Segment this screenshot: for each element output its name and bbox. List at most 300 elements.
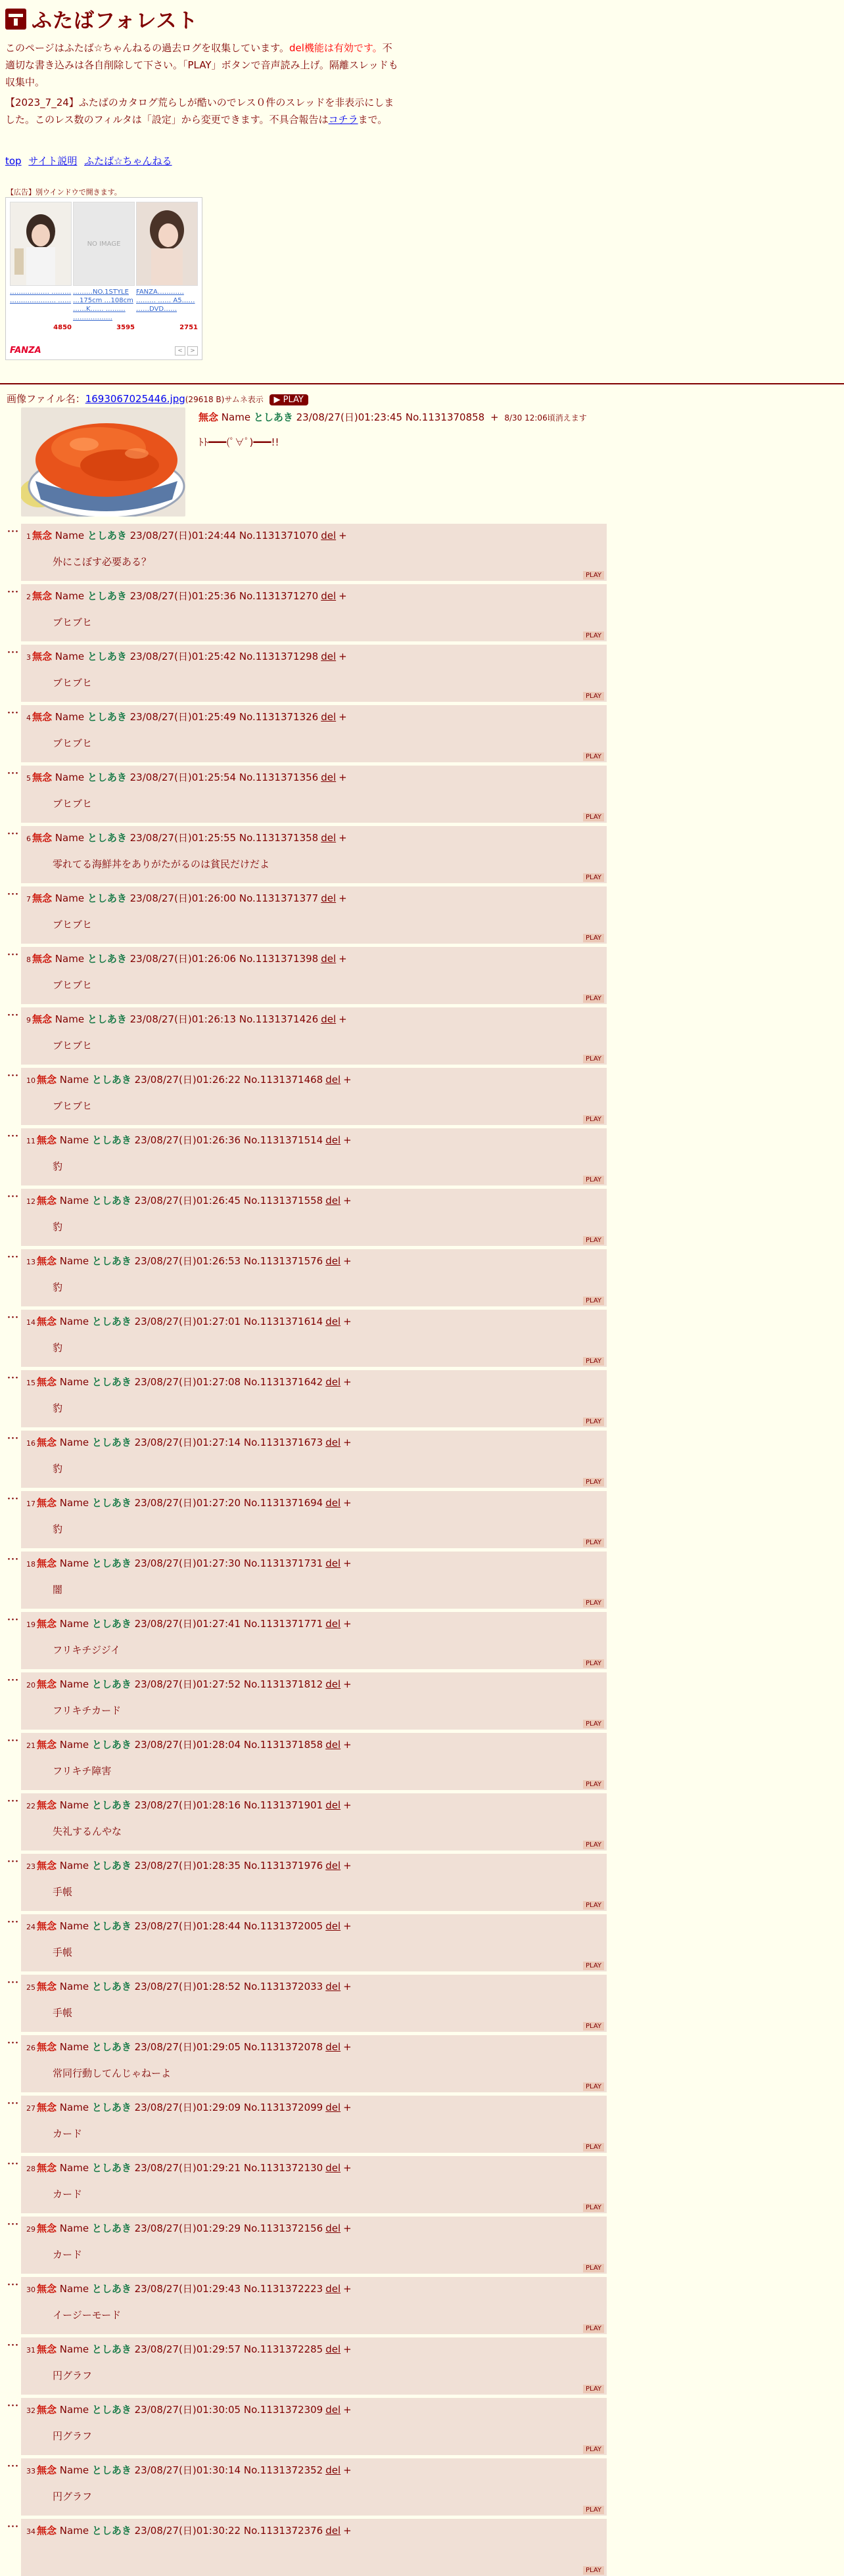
del-link[interactable]: del — [325, 2525, 341, 2537]
response-body: 失礼するんやな — [53, 1826, 122, 1837]
del-link[interactable]: del — [321, 832, 337, 844]
response-datetime: 23/08/27(日)01:27:14 — [134, 1437, 241, 1448]
response-header — [26, 1072, 352, 1086]
response-play-button[interactable]: PLAY — [583, 1780, 604, 1789]
soudane-button[interactable]: + — [343, 1557, 352, 1569]
response-menu-icon[interactable]: ･･･ — [7, 890, 18, 900]
del-link[interactable]: del — [325, 2464, 341, 2476]
response-body: ブヒブヒ — [53, 1100, 93, 1112]
ad-title[interactable]: ………NO.1STYLE …175cm …108cm ……K…… ……… ……………… — [73, 288, 133, 321]
del-link[interactable]: del — [325, 2343, 341, 2355]
soudane-button[interactable]: + — [343, 2162, 352, 2174]
response-name: としあき — [91, 1437, 131, 1448]
soudane-button[interactable]: + — [339, 1013, 347, 1025]
response-name: としあき — [87, 832, 127, 844]
response-datetime: 23/08/27(日)01:28:44 — [134, 1920, 241, 1932]
response-index: 3 — [26, 653, 31, 662]
del-link[interactable]: del — [325, 1860, 341, 1872]
response-number[interactable]: No.1131371377 — [239, 892, 319, 904]
response-number[interactable]: No.1131371673 — [243, 1437, 323, 1448]
response-number[interactable]: No.1131372376 — [243, 2525, 323, 2537]
response-play-button[interactable]: PLAY — [583, 2082, 604, 2091]
response-menu-icon[interactable]: ･･･ — [7, 1615, 18, 1626]
soudane-button[interactable]: + — [343, 2464, 352, 2476]
response-datetime: 23/08/27(日)01:29:09 — [134, 2102, 241, 2113]
op-image[interactable] — [21, 407, 185, 517]
response-card — [21, 1310, 607, 1367]
response-play-button[interactable]: PLAY — [583, 1901, 604, 1910]
response-number[interactable]: No.1131372099 — [243, 2102, 323, 2113]
response-play-button[interactable]: PLAY — [583, 1176, 604, 1184]
response-card — [21, 2398, 607, 2455]
soudane-button[interactable]: + — [343, 1376, 352, 1388]
ad-next-button[interactable]: > — [187, 346, 198, 356]
response-number[interactable]: No.1131371514 — [243, 1134, 323, 1146]
intro-text-1: このページはふたば☆ちゃんねるの過去ログを収集しています。 — [5, 42, 289, 54]
soudane-button[interactable]: + — [339, 953, 347, 965]
response-number[interactable]: No.1131371558 — [243, 1195, 323, 1207]
response-index: 28 — [26, 2165, 35, 2173]
response-number[interactable]: No.1131372033 — [243, 1981, 323, 1992]
response-menu-icon[interactable]: ･･･ — [7, 1373, 18, 1384]
response-menu-icon[interactable]: ･･･ — [7, 2401, 18, 2412]
del-link[interactable]: del — [325, 2222, 341, 2234]
response-card — [21, 1854, 607, 1911]
del-link[interactable]: del — [321, 711, 337, 723]
response-card — [21, 886, 607, 944]
response-card — [21, 1612, 607, 1669]
response-name: としあき — [87, 711, 127, 723]
response-body: フリキチジジイ — [53, 1644, 120, 1656]
soudane-button[interactable]: + — [343, 2283, 352, 2295]
response-play-button[interactable]: PLAY — [583, 994, 604, 1003]
response-card — [21, 1552, 607, 1609]
response-number[interactable]: No.1131372005 — [243, 1920, 323, 1932]
response-menu-icon[interactable]: ･･･ — [7, 950, 18, 961]
response-header — [26, 2100, 352, 2114]
response-menu-icon[interactable]: ･･･ — [7, 2038, 18, 2049]
response-datetime: 23/08/27(日)01:27:08 — [134, 1376, 241, 1388]
del-link[interactable]: del — [325, 1981, 341, 1992]
response-name: としあき — [91, 1618, 131, 1630]
response-subject: 無念 — [32, 530, 53, 541]
site-title[interactable]: ふたばフォレスト — [32, 9, 199, 33]
response-body: カード — [53, 2188, 83, 2200]
ad-title[interactable]: ……………… ……… ………………… …… — [10, 288, 72, 304]
response-name-label: Name — [59, 1376, 89, 1388]
del-link[interactable]: del — [325, 2162, 341, 2174]
del-link[interactable]: del — [325, 2404, 341, 2416]
response-datetime: 23/08/27(日)01:30:14 — [134, 2464, 241, 2476]
soudane-button[interactable]: + — [343, 2525, 352, 2537]
response-menu-icon[interactable]: ･･･ — [7, 587, 18, 598]
response-name-label: Name — [59, 1195, 89, 1207]
response-number[interactable]: No.1131371468 — [243, 1074, 323, 1086]
bug-report-link[interactable]: コチラ — [328, 114, 358, 126]
op-soudane-button[interactable]: + — [490, 411, 499, 423]
del-link[interactable]: del — [325, 1316, 341, 1327]
del-link[interactable]: del — [325, 1255, 341, 1267]
intro-del-note: del機能は有効です。 — [289, 42, 383, 54]
response-play-button[interactable]: PLAY — [583, 1297, 604, 1305]
ad-title[interactable]: FANZA………… ……… …… A5…… ……DVD…… — [136, 288, 195, 313]
response-play-button[interactable]: PLAY — [583, 752, 604, 761]
response-subject: 無念 — [32, 892, 53, 904]
response-index: 18 — [26, 1560, 35, 1569]
response-play-button[interactable]: PLAY — [583, 2143, 604, 2151]
soudane-button[interactable]: + — [343, 2102, 352, 2113]
soudane-button[interactable]: + — [339, 530, 347, 541]
response-play-button[interactable]: PLAY — [583, 1115, 604, 1124]
response-body: 豹 — [53, 1342, 63, 1354]
response-play-button[interactable]: PLAY — [583, 692, 604, 701]
response-play-button[interactable]: PLAY — [583, 2385, 604, 2393]
del-link[interactable]: del — [325, 1739, 341, 1751]
intro-text — [5, 39, 400, 91]
ad-thumbnail-noimage[interactable]: NO IMAGE — [73, 202, 135, 286]
response-body: 豹 — [53, 1523, 63, 1535]
nav-site-info-link[interactable]: サイト説明 — [28, 155, 78, 167]
response-play-button[interactable]: PLAY — [583, 1236, 604, 1245]
response-number[interactable]: No.1131371358 — [239, 832, 319, 844]
soudane-button[interactable]: + — [343, 2343, 352, 2355]
response-name-label: Name — [55, 711, 85, 723]
response-subject: 無念 — [37, 1255, 57, 1267]
response-body: 豹 — [53, 1463, 63, 1475]
soudane-button[interactable]: + — [343, 2404, 352, 2416]
response-card — [21, 1491, 607, 1548]
response-name-label: Name — [59, 2041, 89, 2053]
response-number[interactable]: No.1131371901 — [243, 1799, 323, 1811]
response-header — [26, 2221, 352, 2235]
ad-item[interactable] — [136, 202, 198, 331]
response-menu-icon[interactable]: ･･･ — [7, 2341, 18, 2351]
response-name: としあき — [91, 1255, 131, 1267]
response-body: フリキチ障害 — [53, 1765, 112, 1777]
del-link[interactable]: del — [321, 892, 337, 904]
response-body: カード — [53, 2249, 83, 2261]
response-name: としあき — [87, 651, 127, 662]
response-play-button[interactable]: PLAY — [583, 632, 604, 640]
response-card — [21, 705, 607, 762]
response-number[interactable]: No.1131371771 — [243, 1618, 323, 1630]
response-play-button[interactable]: PLAY — [583, 571, 604, 580]
response-datetime: 23/08/27(日)01:27:41 — [134, 1618, 241, 1630]
response-name: としあき — [91, 1134, 131, 1146]
soudane-button[interactable]: + — [343, 1678, 352, 1690]
response-name: としあき — [91, 2404, 131, 2416]
response-menu-icon[interactable]: ･･･ — [7, 708, 18, 719]
response-menu-icon[interactable]: ･･･ — [7, 1071, 18, 1082]
soudane-button[interactable]: + — [343, 2041, 352, 2053]
response-body: 外にこぼす必要ある？ — [53, 556, 152, 568]
response-index: 10 — [26, 1076, 35, 1085]
response-subject: 無念 — [37, 2041, 57, 2053]
response-menu-icon[interactable]: ･･･ — [7, 1736, 18, 1747]
nav-top-link[interactable]: top — [5, 155, 22, 167]
soudane-button[interactable]: + — [343, 1920, 352, 1932]
response-header — [26, 1012, 347, 1026]
response-play-button[interactable]: PLAY — [583, 1659, 604, 1668]
response-menu-icon[interactable]: ･･･ — [7, 2099, 18, 2109]
response-play-button[interactable]: PLAY — [583, 1417, 604, 1426]
ad-thumbnail[interactable] — [10, 202, 72, 286]
response-header — [26, 770, 347, 784]
response-menu-icon[interactable]: ･･･ — [7, 1978, 18, 1989]
response-menu-icon[interactable]: ･･･ — [7, 1797, 18, 1807]
response-play-button[interactable]: PLAY — [583, 1720, 604, 1728]
response-menu-icon[interactable]: ･･･ — [7, 1192, 18, 1203]
response-number[interactable]: No.1131371576 — [243, 1255, 323, 1267]
soudane-button[interactable]: + — [343, 2222, 352, 2234]
response-index: 9 — [26, 1016, 31, 1024]
response-number[interactable]: No.1131371270 — [239, 590, 319, 602]
response-number[interactable]: No.1131371812 — [243, 1678, 323, 1690]
response-number[interactable]: No.1131372309 — [243, 2404, 323, 2416]
ad-pager — [175, 346, 198, 356]
ad-item[interactable] — [10, 202, 72, 331]
response-number[interactable]: No.1131371398 — [239, 953, 319, 965]
response-datetime: 23/08/27(日)01:26:36 — [134, 1134, 241, 1146]
response-play-button[interactable]: PLAY — [583, 1055, 604, 1063]
response-datetime: 23/08/27(日)01:25:36 — [129, 590, 237, 602]
response-name: としあき — [91, 1074, 131, 1086]
response-datetime: 23/08/27(日)01:26:00 — [129, 892, 237, 904]
response-index: 31 — [26, 2346, 35, 2355]
op-play-button[interactable]: ▶ PLAY — [270, 394, 308, 405]
soudane-button[interactable]: + — [339, 771, 347, 783]
response-menu-icon[interactable]: ･･･ — [7, 1857, 18, 1868]
response-menu-icon[interactable]: ･･･ — [7, 1011, 18, 1021]
response-subject: 無念 — [32, 771, 53, 783]
ad-thumbnail[interactable] — [136, 202, 198, 286]
response-number[interactable]: No.1131371614 — [243, 1316, 323, 1327]
soudane-button[interactable]: + — [343, 1195, 352, 1207]
del-link[interactable]: del — [325, 1618, 341, 1630]
del-link[interactable]: del — [325, 2283, 341, 2295]
response-play-button[interactable]: PLAY — [583, 2566, 604, 2575]
op-file-link[interactable]: 1693067025446.jpg — [85, 393, 185, 405]
del-link[interactable]: del — [325, 1497, 341, 1509]
response-index: 17 — [26, 1500, 35, 1508]
response-menu-icon[interactable]: ･･･ — [7, 527, 18, 538]
soudane-button[interactable]: + — [339, 590, 347, 602]
response-number[interactable]: No.1131372156 — [243, 2222, 323, 2234]
response-play-button[interactable]: PLAY — [583, 2203, 604, 2212]
ad-prev-button[interactable]: < — [175, 346, 185, 356]
response-subject: 無念 — [37, 1074, 57, 1086]
soudane-button[interactable]: + — [343, 1739, 352, 1751]
response-play-button[interactable]: PLAY — [583, 1538, 604, 1547]
del-link[interactable]: del — [321, 771, 337, 783]
response-body: 零れてる海鮮丼をありがたがるのは貧民だけだよ — [53, 858, 270, 870]
op-number[interactable]: No.1131370858 — [405, 411, 485, 423]
response-menu-icon[interactable]: ･･･ — [7, 769, 18, 779]
response-menu-icon[interactable]: ･･･ — [7, 1918, 18, 1928]
response-body: ブヒブヒ — [53, 677, 93, 689]
response-number[interactable]: No.1131372285 — [243, 2343, 323, 2355]
response-card — [21, 1431, 607, 1488]
del-link[interactable]: del — [325, 1134, 341, 1146]
del-link[interactable]: del — [321, 530, 337, 541]
response-name-label: Name — [59, 1497, 89, 1509]
response-play-button[interactable]: PLAY — [583, 873, 604, 882]
response-index: 8 — [26, 955, 31, 964]
soudane-button[interactable]: + — [339, 711, 347, 723]
response-index: 24 — [26, 1923, 35, 1931]
soudane-button[interactable]: + — [339, 651, 347, 662]
response-card — [21, 1189, 607, 1246]
response-play-button[interactable]: PLAY — [583, 1599, 604, 1607]
response-play-button[interactable]: PLAY — [583, 1357, 604, 1366]
del-link[interactable]: del — [325, 1195, 341, 1207]
response-datetime: 23/08/27(日)01:28:16 — [134, 1799, 241, 1811]
response-number[interactable]: No.1131371976 — [243, 1860, 323, 1872]
response-play-button[interactable]: PLAY — [583, 2324, 604, 2333]
response-name: としあき — [87, 1013, 127, 1025]
del-link[interactable]: del — [325, 2102, 341, 2113]
del-link[interactable]: del — [325, 1557, 341, 1569]
del-link[interactable]: del — [325, 1074, 341, 1086]
response-index: 6 — [26, 835, 31, 843]
response-menu-icon[interactable]: ･･･ — [7, 1676, 18, 1686]
response-number[interactable]: No.1131371642 — [243, 1376, 323, 1388]
response-index: 2 — [26, 593, 31, 601]
response-name-label: Name — [59, 1437, 89, 1448]
response-menu-icon[interactable]: ･･･ — [7, 2220, 18, 2230]
response-header — [26, 1314, 352, 1328]
response-index: 13 — [26, 1258, 35, 1266]
soudane-button[interactable]: + — [343, 1860, 352, 1872]
response-subject: 無念 — [37, 1618, 57, 1630]
del-link[interactable]: del — [325, 1437, 341, 1448]
response-menu-icon[interactable]: ･･･ — [7, 2280, 18, 2291]
response-menu-icon[interactable]: ･･･ — [7, 1434, 18, 1444]
response-card — [21, 524, 607, 581]
response-subject: 無念 — [37, 2283, 57, 2295]
soudane-button[interactable]: + — [343, 1981, 352, 1992]
response-menu-icon[interactable]: ･･･ — [7, 1494, 18, 1505]
ad-item[interactable] — [73, 202, 135, 331]
response-menu-icon[interactable]: ･･･ — [7, 2462, 18, 2472]
response-play-button[interactable]: PLAY — [583, 934, 604, 942]
response-play-button[interactable]: PLAY — [583, 2264, 604, 2272]
response-menu-icon[interactable]: ･･･ — [7, 648, 18, 658]
soudane-button[interactable]: + — [343, 1074, 352, 1086]
response-name: としあき — [91, 2041, 131, 2053]
response-name: としあき — [87, 530, 127, 541]
response-subject: 無念 — [32, 711, 53, 723]
response-number[interactable]: No.1131371694 — [243, 1497, 323, 1509]
response-number[interactable]: No.1131372078 — [243, 2041, 323, 2053]
response-number[interactable]: No.1131371426 — [239, 1013, 319, 1025]
ad-price: 3595 — [116, 324, 135, 331]
del-link[interactable]: del — [321, 651, 337, 662]
response-number[interactable]: No.1131371326 — [239, 711, 319, 723]
soudane-button[interactable]: + — [339, 832, 347, 844]
soudane-button[interactable]: + — [343, 1316, 352, 1327]
soudane-button[interactable]: + — [343, 1618, 352, 1630]
soudane-button[interactable]: + — [343, 1255, 352, 1267]
response-number[interactable]: No.1131372130 — [243, 2162, 323, 2174]
response-name-label: Name — [59, 1316, 89, 1327]
response-number[interactable]: No.1131371731 — [243, 1557, 323, 1569]
del-link[interactable]: del — [321, 1013, 337, 1025]
op-name-label: Name — [221, 411, 251, 423]
response-name-label: Name — [59, 2525, 89, 2537]
response-play-button[interactable]: PLAY — [583, 1478, 604, 1486]
op-subject: 無念 — [199, 411, 219, 423]
response-name-label: Name — [55, 1013, 85, 1025]
response-number[interactable]: No.1131371356 — [239, 771, 319, 783]
response-header — [26, 1496, 352, 1509]
response-header — [26, 1617, 352, 1630]
response-menu-icon[interactable]: ･･･ — [7, 1253, 18, 1263]
response-card — [21, 2337, 607, 2395]
response-card — [21, 766, 607, 823]
response-play-button[interactable]: PLAY — [583, 1841, 604, 1849]
response-card — [21, 2217, 607, 2274]
response-datetime: 23/08/27(日)01:29:05 — [134, 2041, 241, 2053]
response-subject: 無念 — [37, 2222, 57, 2234]
response-number[interactable]: No.1131371070 — [239, 530, 319, 541]
del-link[interactable]: del — [325, 2041, 341, 2053]
response-number[interactable]: No.1131372223 — [243, 2283, 323, 2295]
op-play-label: PLAY — [283, 395, 304, 405]
response-datetime: 23/08/27(日)01:25:55 — [129, 832, 237, 844]
response-name: としあき — [91, 1860, 131, 1872]
response-menu-icon[interactable]: ･･･ — [7, 829, 18, 840]
response-number[interactable]: No.1131371858 — [243, 1739, 323, 1751]
response-play-button[interactable]: PLAY — [583, 2445, 604, 2454]
response-card — [21, 1007, 607, 1065]
response-play-button[interactable]: PLAY — [583, 1962, 604, 1970]
response-menu-icon[interactable]: ･･･ — [7, 2522, 18, 2533]
response-index: 23 — [26, 1862, 35, 1871]
soudane-button[interactable]: + — [343, 1799, 352, 1811]
response-number[interactable]: No.1131372352 — [243, 2464, 323, 2476]
response-play-button[interactable]: PLAY — [583, 2506, 604, 2514]
response-menu-icon[interactable]: ･･･ — [7, 1555, 18, 1565]
response-body: カード — [53, 2128, 83, 2140]
response-name-label: Name — [59, 1557, 89, 1569]
del-link[interactable]: del — [325, 1920, 341, 1932]
response-menu-icon[interactable]: ･･･ — [7, 1132, 18, 1142]
soudane-button[interactable]: + — [339, 892, 347, 904]
response-menu-icon[interactable]: ･･･ — [7, 2159, 18, 2170]
del-link[interactable]: del — [325, 1376, 341, 1388]
del-link[interactable]: del — [321, 953, 337, 965]
soudane-button[interactable]: + — [343, 1134, 352, 1146]
soudane-button[interactable]: + — [343, 1497, 352, 1509]
forest-logo-icon[interactable] — [5, 9, 26, 30]
response-name: としあき — [91, 1981, 131, 1992]
response-subject: 無念 — [32, 651, 53, 662]
response-play-button[interactable]: PLAY — [583, 813, 604, 821]
fanza-logo[interactable]: FANZA — [10, 346, 41, 356]
del-link[interactable]: del — [325, 1799, 341, 1811]
response-play-button[interactable]: PLAY — [583, 2022, 604, 2031]
response-subject: 無念 — [37, 1920, 57, 1932]
nav-futaba-link[interactable]: ふたば☆ちゃんねる — [84, 155, 172, 167]
response-card — [21, 2156, 607, 2213]
response-number[interactable]: No.1131371298 — [239, 651, 319, 662]
del-link[interactable]: del — [325, 1678, 341, 1690]
response-subject: 無念 — [37, 1376, 57, 1388]
soudane-button[interactable]: + — [343, 1437, 352, 1448]
response-menu-icon[interactable]: ･･･ — [7, 1313, 18, 1323]
del-link[interactable]: del — [321, 590, 337, 602]
